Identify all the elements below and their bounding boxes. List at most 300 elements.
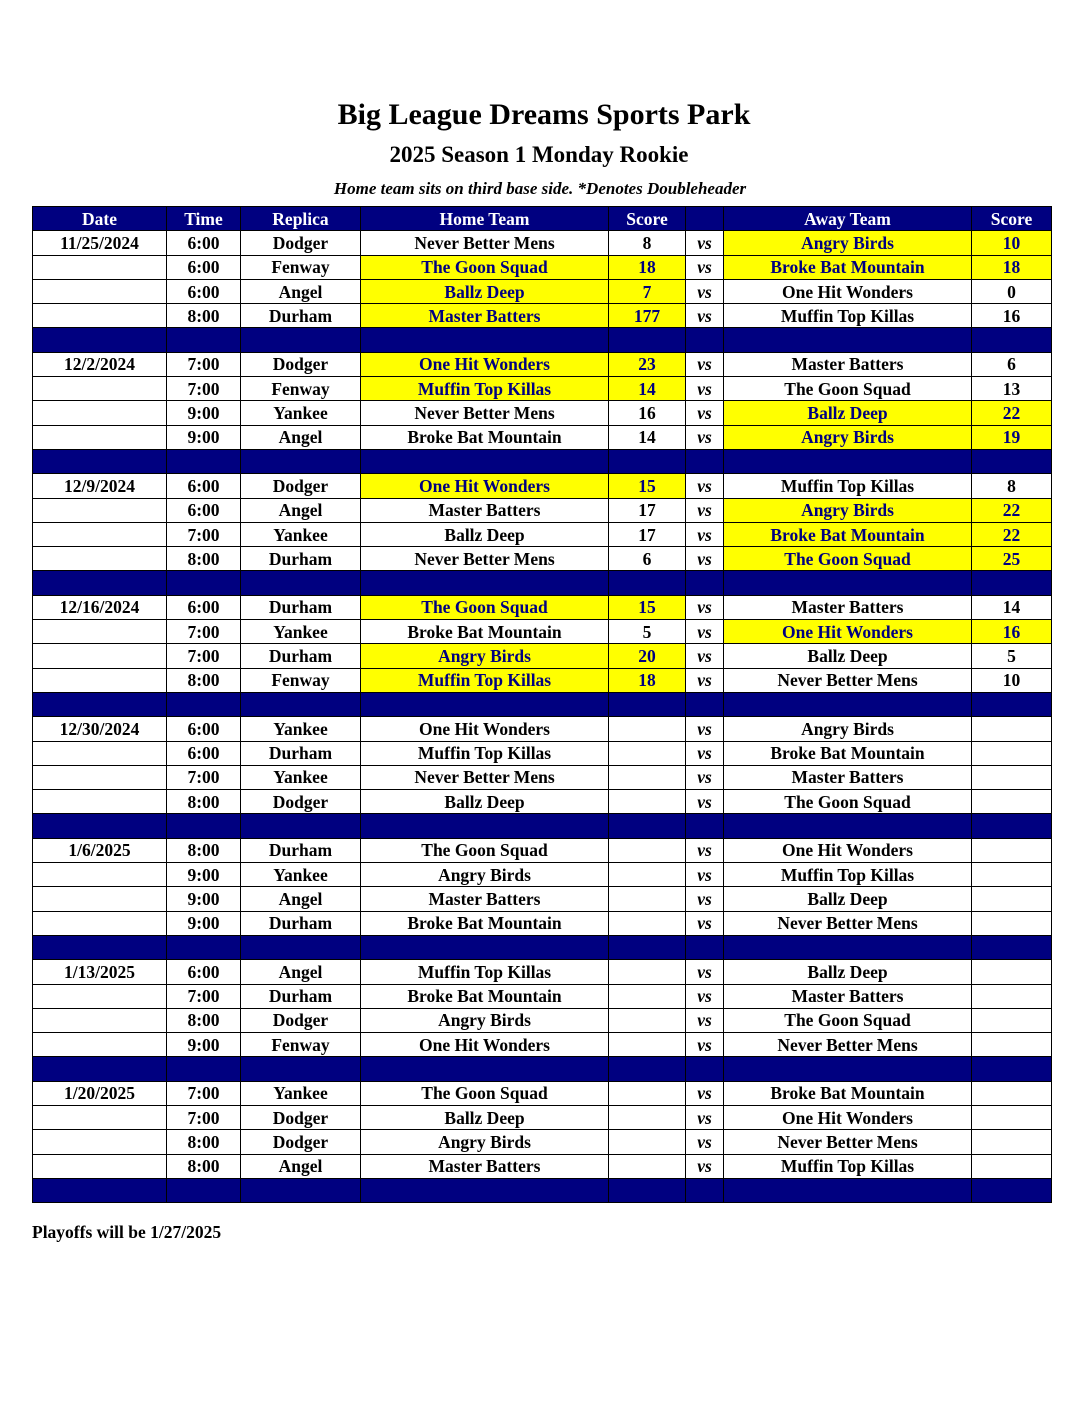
- date-cell: [33, 425, 167, 449]
- vs-cell: vs: [686, 279, 724, 303]
- vs-cell: vs: [686, 717, 724, 741]
- home-team-cell: Angry Birds: [361, 644, 609, 668]
- col-away-score: Score: [972, 207, 1052, 231]
- home-team-cell: Never Better Mens: [361, 765, 609, 789]
- separator-cell: [361, 692, 609, 716]
- replica-cell: Durham: [241, 984, 361, 1008]
- date-cell: [33, 887, 167, 911]
- date-cell: [33, 620, 167, 644]
- home-score-cell: 177: [609, 304, 686, 328]
- replica-cell: Angel: [241, 887, 361, 911]
- separator-cell: [241, 935, 361, 959]
- away-team-cell: Broke Bat Mountain: [724, 1081, 972, 1105]
- vs-cell: vs: [686, 522, 724, 546]
- time-cell: 6:00: [167, 741, 241, 765]
- vs-cell: vs: [686, 960, 724, 984]
- table-row: [33, 790, 1052, 814]
- away-score-cell: [972, 887, 1052, 911]
- home-score-cell: 14: [609, 377, 686, 401]
- col-date: Date: [33, 207, 167, 231]
- away-score-cell: [972, 911, 1052, 935]
- replica-cell: Yankee: [241, 717, 361, 741]
- vs-cell: vs: [686, 790, 724, 814]
- home-score-cell: [609, 887, 686, 911]
- table-row: [33, 887, 1052, 911]
- home-team-cell: Master Batters: [361, 304, 609, 328]
- vs-cell: vs: [686, 620, 724, 644]
- home-score-cell: 20: [609, 644, 686, 668]
- vs-cell: vs: [686, 1154, 724, 1178]
- week-separator-row: [33, 935, 1052, 959]
- replica-cell: Angel: [241, 279, 361, 303]
- table-row: [33, 1081, 1052, 1105]
- separator-cell: [241, 571, 361, 595]
- home-score-cell: 7: [609, 279, 686, 303]
- date-cell: [33, 255, 167, 279]
- date-cell: 11/25/2024: [33, 231, 167, 255]
- table-row: [33, 668, 1052, 692]
- vs-cell: vs: [686, 1081, 724, 1105]
- away-team-cell: Muffin Top Killas: [724, 304, 972, 328]
- separator-cell: [972, 1057, 1052, 1081]
- away-team-cell: Ballz Deep: [724, 960, 972, 984]
- separator-cell: [686, 1178, 724, 1202]
- home-score-cell: [609, 984, 686, 1008]
- away-team-cell: Master Batters: [724, 352, 972, 376]
- away-team-cell: Ballz Deep: [724, 401, 972, 425]
- separator-cell: [241, 328, 361, 352]
- separator-cell: [241, 1178, 361, 1202]
- schedule-table: [32, 206, 1052, 1203]
- table-row: [33, 279, 1052, 303]
- replica-cell: Fenway: [241, 255, 361, 279]
- playoffs-note-text: Playoffs will be 1/27/2025: [32, 1222, 222, 1242]
- away-team-cell: Never Better Mens: [724, 911, 972, 935]
- away-score-cell: [972, 717, 1052, 741]
- away-team-cell: One Hit Wonders: [724, 620, 972, 644]
- vs-cell: vs: [686, 838, 724, 862]
- date-cell: [33, 522, 167, 546]
- time-cell: 7:00: [167, 765, 241, 789]
- away-score-cell: 16: [972, 304, 1052, 328]
- date-cell: [33, 1154, 167, 1178]
- separator-cell: [609, 692, 686, 716]
- table-row: [33, 1130, 1052, 1154]
- away-team-cell: Ballz Deep: [724, 887, 972, 911]
- replica-cell: Dodger: [241, 1105, 361, 1129]
- replica-cell: Durham: [241, 741, 361, 765]
- home-team-cell: Ballz Deep: [361, 1105, 609, 1129]
- table-row: [33, 498, 1052, 522]
- home-team-cell: Ballz Deep: [361, 790, 609, 814]
- away-team-cell: Angry Birds: [724, 425, 972, 449]
- date-cell: [33, 790, 167, 814]
- separator-cell: [724, 1057, 972, 1081]
- separator-cell: [33, 1178, 167, 1202]
- replica-cell: Yankee: [241, 401, 361, 425]
- home-team-cell: The Goon Squad: [361, 838, 609, 862]
- separator-cell: [972, 692, 1052, 716]
- home-team-cell: Master Batters: [361, 887, 609, 911]
- replica-cell: Yankee: [241, 620, 361, 644]
- date-cell: [33, 279, 167, 303]
- away-team-cell: One Hit Wonders: [724, 279, 972, 303]
- separator-cell: [609, 328, 686, 352]
- date-cell: 1/6/2025: [33, 838, 167, 862]
- away-team-cell: Muffin Top Killas: [724, 863, 972, 887]
- separator-cell: [609, 571, 686, 595]
- away-score-cell: [972, 1081, 1052, 1105]
- away-score-cell: [972, 741, 1052, 765]
- home-team-cell: One Hit Wonders: [361, 717, 609, 741]
- date-cell: [33, 1033, 167, 1057]
- time-cell: 8:00: [167, 790, 241, 814]
- away-team-cell: Broke Bat Mountain: [724, 741, 972, 765]
- separator-cell: [167, 328, 241, 352]
- separator-cell: [167, 935, 241, 959]
- replica-cell: Dodger: [241, 231, 361, 255]
- table-row: [33, 960, 1052, 984]
- home-team-cell: Broke Bat Mountain: [361, 425, 609, 449]
- week-separator-row: [33, 1057, 1052, 1081]
- away-team-cell: Ballz Deep: [724, 644, 972, 668]
- replica-cell: Yankee: [241, 863, 361, 887]
- date-cell: [33, 1130, 167, 1154]
- home-score-cell: [609, 1105, 686, 1129]
- home-score-cell: [609, 960, 686, 984]
- away-score-cell: 5: [972, 644, 1052, 668]
- away-team-cell: Muffin Top Killas: [724, 474, 972, 498]
- vs-cell: vs: [686, 595, 724, 619]
- away-score-cell: [972, 984, 1052, 1008]
- col-home-score: Score: [609, 207, 686, 231]
- vs-cell: vs: [686, 352, 724, 376]
- page-title: Big League Dreams Sports Park: [337, 98, 751, 131]
- away-score-cell: [972, 863, 1052, 887]
- time-cell: 7:00: [167, 620, 241, 644]
- home-team-cell: One Hit Wonders: [361, 352, 609, 376]
- home-team-cell: Angry Birds: [361, 1008, 609, 1032]
- away-team-cell: Broke Bat Mountain: [724, 522, 972, 546]
- vs-cell: vs: [686, 984, 724, 1008]
- week-separator-row: [33, 449, 1052, 473]
- table-row: [33, 304, 1052, 328]
- separator-cell: [609, 935, 686, 959]
- header-row: [33, 207, 1052, 231]
- separator-cell: [241, 692, 361, 716]
- replica-cell: Dodger: [241, 1008, 361, 1032]
- vs-cell: vs: [686, 741, 724, 765]
- away-team-cell: One Hit Wonders: [724, 838, 972, 862]
- separator-cell: [167, 814, 241, 838]
- home-score-cell: 17: [609, 498, 686, 522]
- separator-cell: [241, 814, 361, 838]
- week-separator-row: [33, 1178, 1052, 1202]
- separator-cell: [167, 1178, 241, 1202]
- col-vs: [686, 207, 724, 231]
- separator-cell: [724, 935, 972, 959]
- week-separator-row: [33, 814, 1052, 838]
- vs-cell: vs: [686, 401, 724, 425]
- time-cell: 6:00: [167, 255, 241, 279]
- separator-cell: [686, 449, 724, 473]
- time-cell: 6:00: [167, 498, 241, 522]
- vs-cell: vs: [686, 863, 724, 887]
- vs-cell: vs: [686, 1130, 724, 1154]
- replica-cell: Angel: [241, 425, 361, 449]
- away-score-cell: [972, 1033, 1052, 1057]
- home-score-cell: [609, 1008, 686, 1032]
- away-score-cell: 25: [972, 547, 1052, 571]
- away-team-cell: One Hit Wonders: [724, 1105, 972, 1129]
- date-cell: 12/30/2024: [33, 717, 167, 741]
- date-cell: [33, 1008, 167, 1032]
- time-cell: 7:00: [167, 1081, 241, 1105]
- separator-cell: [167, 692, 241, 716]
- col-replica: Replica: [241, 207, 361, 231]
- separator-cell: [972, 1178, 1052, 1202]
- replica-cell: Yankee: [241, 522, 361, 546]
- home-team-cell: Muffin Top Killas: [361, 741, 609, 765]
- replica-cell: Durham: [241, 304, 361, 328]
- replica-cell: Angel: [241, 498, 361, 522]
- home-team-cell: One Hit Wonders: [361, 1033, 609, 1057]
- replica-cell: Fenway: [241, 1033, 361, 1057]
- home-team-cell: Ballz Deep: [361, 522, 609, 546]
- home-team-cell: The Goon Squad: [361, 1081, 609, 1105]
- separator-cell: [33, 1057, 167, 1081]
- vs-cell: vs: [686, 911, 724, 935]
- vs-cell: vs: [686, 765, 724, 789]
- away-team-cell: The Goon Squad: [724, 377, 972, 401]
- home-score-cell: [609, 717, 686, 741]
- home-score-cell: 18: [609, 255, 686, 279]
- away-score-cell: 16: [972, 620, 1052, 644]
- date-cell: [33, 547, 167, 571]
- time-cell: 6:00: [167, 595, 241, 619]
- away-team-cell: Angry Birds: [724, 498, 972, 522]
- date-cell: 12/16/2024: [33, 595, 167, 619]
- home-score-cell: [609, 911, 686, 935]
- vs-cell: vs: [686, 644, 724, 668]
- separator-cell: [167, 571, 241, 595]
- replica-cell: Durham: [241, 644, 361, 668]
- separator-cell: [972, 935, 1052, 959]
- time-cell: 8:00: [167, 838, 241, 862]
- away-score-cell: [972, 765, 1052, 789]
- table-row: [33, 401, 1052, 425]
- away-team-cell: Master Batters: [724, 595, 972, 619]
- table-row: [33, 547, 1052, 571]
- home-team-cell: Master Batters: [361, 498, 609, 522]
- away-score-cell: 22: [972, 522, 1052, 546]
- away-team-cell: Never Better Mens: [724, 1033, 972, 1057]
- time-cell: 9:00: [167, 911, 241, 935]
- home-score-cell: 5: [609, 620, 686, 644]
- separator-cell: [241, 449, 361, 473]
- separator-cell: [361, 449, 609, 473]
- table-row: [33, 741, 1052, 765]
- separator-cell: [609, 449, 686, 473]
- home-score-cell: 15: [609, 474, 686, 498]
- col-time: Time: [167, 207, 241, 231]
- time-cell: 9:00: [167, 863, 241, 887]
- separator-cell: [724, 1178, 972, 1202]
- time-cell: 9:00: [167, 401, 241, 425]
- home-team-cell: Broke Bat Mountain: [361, 620, 609, 644]
- table-row: [33, 377, 1052, 401]
- playoffs-note: [32, 1222, 232, 1243]
- separator-cell: [724, 449, 972, 473]
- separator-cell: [724, 814, 972, 838]
- away-team-cell: Angry Birds: [724, 231, 972, 255]
- date-cell: [33, 1105, 167, 1129]
- schedule-body: [33, 231, 1052, 1203]
- table-row: [33, 1008, 1052, 1032]
- time-cell: 6:00: [167, 231, 241, 255]
- separator-cell: [33, 935, 167, 959]
- away-score-cell: 14: [972, 595, 1052, 619]
- replica-cell: Fenway: [241, 377, 361, 401]
- vs-cell: vs: [686, 474, 724, 498]
- separator-cell: [686, 328, 724, 352]
- separator-cell: [686, 1057, 724, 1081]
- time-cell: 9:00: [167, 425, 241, 449]
- separator-cell: [167, 1057, 241, 1081]
- separator-cell: [972, 449, 1052, 473]
- table-row: [33, 425, 1052, 449]
- home-team-cell: The Goon Squad: [361, 595, 609, 619]
- home-score-cell: 6: [609, 547, 686, 571]
- vs-cell: vs: [686, 887, 724, 911]
- table-row: [33, 595, 1052, 619]
- week-separator-row: [33, 328, 1052, 352]
- table-row: [33, 911, 1052, 935]
- date-cell: 1/20/2025: [33, 1081, 167, 1105]
- separator-cell: [724, 571, 972, 595]
- home-score-cell: [609, 741, 686, 765]
- time-cell: 6:00: [167, 474, 241, 498]
- away-score-cell: [972, 1154, 1052, 1178]
- separator-cell: [33, 449, 167, 473]
- separator-cell: [686, 935, 724, 959]
- away-score-cell: 22: [972, 498, 1052, 522]
- replica-cell: Yankee: [241, 765, 361, 789]
- home-team-cell: Angry Birds: [361, 863, 609, 887]
- time-cell: 6:00: [167, 960, 241, 984]
- replica-cell: Durham: [241, 838, 361, 862]
- vs-cell: vs: [686, 1105, 724, 1129]
- table-row: [33, 620, 1052, 644]
- home-score-cell: 15: [609, 595, 686, 619]
- vs-cell: vs: [686, 1008, 724, 1032]
- replica-cell: Angel: [241, 960, 361, 984]
- home-team-cell: Muffin Top Killas: [361, 960, 609, 984]
- time-cell: 8:00: [167, 668, 241, 692]
- away-score-cell: [972, 1130, 1052, 1154]
- home-team-cell: Broke Bat Mountain: [361, 984, 609, 1008]
- away-score-cell: [972, 838, 1052, 862]
- table-row: [33, 231, 1052, 255]
- week-separator-row: [33, 692, 1052, 716]
- vs-cell: vs: [686, 231, 724, 255]
- date-cell: [33, 863, 167, 887]
- separator-cell: [686, 814, 724, 838]
- table-row: [33, 863, 1052, 887]
- date-cell: [33, 741, 167, 765]
- time-cell: 7:00: [167, 522, 241, 546]
- table-row: [33, 474, 1052, 498]
- separator-cell: [241, 1057, 361, 1081]
- replica-cell: Dodger: [241, 1130, 361, 1154]
- home-team-cell: Master Batters: [361, 1154, 609, 1178]
- home-score-cell: 14: [609, 425, 686, 449]
- schedule-note: Home team sits on third base side. *Denotes Doubleheader: [333, 179, 747, 198]
- replica-cell: Yankee: [241, 1081, 361, 1105]
- table-row: [33, 1105, 1052, 1129]
- home-score-cell: 17: [609, 522, 686, 546]
- home-team-cell: Ballz Deep: [361, 279, 609, 303]
- date-cell: [33, 401, 167, 425]
- table-row: [33, 352, 1052, 376]
- time-cell: 7:00: [167, 1105, 241, 1129]
- vs-cell: vs: [686, 547, 724, 571]
- separator-cell: [724, 692, 972, 716]
- table-row: [33, 255, 1052, 279]
- table-row: [33, 717, 1052, 741]
- replica-cell: Angel: [241, 1154, 361, 1178]
- separator-cell: [724, 328, 972, 352]
- separator-cell: [33, 571, 167, 595]
- home-score-cell: 16: [609, 401, 686, 425]
- col-away-team: Away Team: [724, 207, 972, 231]
- home-score-cell: [609, 790, 686, 814]
- date-cell: [33, 644, 167, 668]
- replica-cell: Fenway: [241, 668, 361, 692]
- away-score-cell: 18: [972, 255, 1052, 279]
- vs-cell: vs: [686, 304, 724, 328]
- away-score-cell: 8: [972, 474, 1052, 498]
- away-score-cell: [972, 960, 1052, 984]
- separator-cell: [686, 571, 724, 595]
- replica-cell: Dodger: [241, 790, 361, 814]
- away-team-cell: The Goon Squad: [724, 1008, 972, 1032]
- vs-cell: vs: [686, 1033, 724, 1057]
- vs-cell: vs: [686, 498, 724, 522]
- away-score-cell: 22: [972, 401, 1052, 425]
- page-subtitle: 2025 Season 1 Monday Rookie: [389, 142, 689, 167]
- home-score-cell: [609, 1130, 686, 1154]
- away-team-cell: Broke Bat Mountain: [724, 255, 972, 279]
- time-cell: 7:00: [167, 377, 241, 401]
- replica-cell: Dodger: [241, 352, 361, 376]
- separator-cell: [972, 571, 1052, 595]
- away-score-cell: 6: [972, 352, 1052, 376]
- separator-cell: [33, 328, 167, 352]
- date-cell: [33, 984, 167, 1008]
- home-team-cell: Broke Bat Mountain: [361, 911, 609, 935]
- separator-cell: [361, 571, 609, 595]
- away-team-cell: Angry Birds: [724, 717, 972, 741]
- home-score-cell: [609, 838, 686, 862]
- home-score-cell: [609, 1033, 686, 1057]
- separator-cell: [972, 328, 1052, 352]
- date-cell: [33, 498, 167, 522]
- date-cell: 1/13/2025: [33, 960, 167, 984]
- replica-cell: Durham: [241, 911, 361, 935]
- away-score-cell: 10: [972, 668, 1052, 692]
- separator-cell: [609, 1057, 686, 1081]
